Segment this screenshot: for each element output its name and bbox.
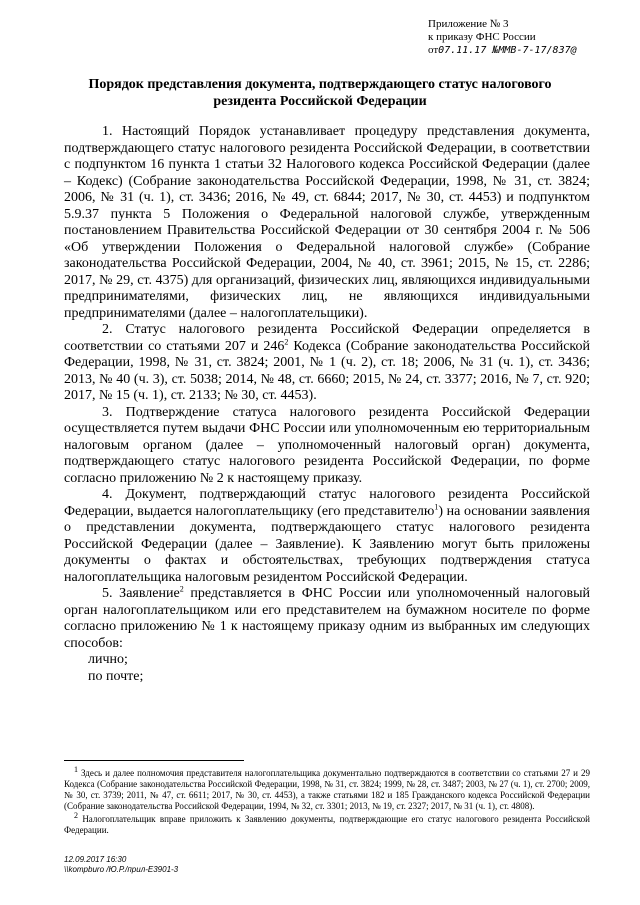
paragraph-1: 1. Настоящий Порядок устанавливает процедуру представления документа, подтверждающего статус налогового резидента Российской Федерации, в соответствии с подпунктом 16 пункта 1 статьи 32 Налогового кодекса Российской Федерации (далее – Кодекс) (Собрание законодательства Российской Федерации, 1998, № 31, ст. 3824; 2006, № 31 (ч. 1), ст. 3436; 2016, № 49, ст. 6844; 2017, № 30, ст. 4453) и подпунктом 5.9.37 пункта 5 Положения о Федеральной налоговой службе, утвержденным постановлением Правительства Российской Федерации от 30 сентября 2004 г. № 506 «Об утверждении Положения о Федеральной налоговой службе» (Собрание законодательства Российской Федерации, 2004, № 40, ст. 3961; 2015, № 15, ст. 2286; 2017, № 29, ст. 4375) для организаций, физических лиц, являющихся индивидуальными предпринимателями, физических лиц, не являющихся индивидуальными предпринимателями (далее – налогоплательщики). <box>64 124 590 321</box>
list-item: по почте; <box>88 668 144 684</box>
print-stamp <box>64 855 178 875</box>
paragraph-4: 4. Документ, подтверждающий статус налогового резидента Российской Федерации, выдается налогоплательщику (его представителю$^1$) на основании заявления о представлении документа, подтверждающего статус налогового резидента Российской Федерации (далее – Заявление). К Заявлению могут быть приложены документы о фактах и обстоятельствах, требующих подтверждения статуса налогоплательщика налоговым резидентом Российской Федерации. <box>64 487 590 585</box>
appendix-number: Приложение № 3 <box>428 18 509 30</box>
file-path: \\kompburo /Ю.Р./прил-E3901-3 <box>64 865 179 874</box>
paragraph-2: 2. Статус налогового резидента Российской Федерации определяется в соответствии со статьями 207 и $246^2$ Кодекса (Собрание законодательства Российской Федерации, 1998, № 31, ст. 3824; 2001, № 1 (ч. 2), ст. 18; 2006, № 31 (ч. 1), ст. 3436; 2013, № 40 (ч. 3), ст. 5038; 2014, № 48, ст. 6660; 2015, № 24, ст. 3377; 2016, № 7, ст. 920; 2017, № 15 (ч. 1), ст. 2133; № 30, ст. 4453). <box>64 322 590 403</box>
document-body <box>64 124 590 685</box>
footnote-2: $^2$ Налогоплательщик вправе приложить к Заявлению документы, подтверждающие его статус налогового резидента Российской Федерации. <box>64 811 590 835</box>
footnote-1: $^1$ Здесь и далее полномочия представителя налогоплательщика документально подтверждаются в соответствии со статьями 27 и 29 Кодекса (Собрание законодательства Российской Федерации, 1998, № 31, ст. 3824; 1999, № 28, ст. 3487; 2003, № 27 (ч. 1), ст. 2700; 2009, № 30, ст. 3739; 2011, № 47, ст. 6611; 2017, № 30, ст. 4453), а также статьями 182 и 185 Гражданского кодекса Российской Федерации (Собрание законодательства Российской Федерации, 1994, № 32, ст. 3301; 2013, № 19, ст. 2327; 2017, № 31 (ч. 1), ст. 4808). <box>64 765 590 811</box>
footnote-divider <box>64 760 244 761</box>
footnote-ref: 2 <box>179 584 184 594</box>
document-title: Порядок представления документа, подтверждающего статус налогового резидента Российской Федерации <box>88 77 552 109</box>
print-timestamp: 12.09.2017 16:30 <box>64 855 127 864</box>
footnote-ref: 2 <box>284 336 289 346</box>
footnote-ref: 1 <box>434 501 439 511</box>
appendix-order-ref: к приказу ФНС России <box>428 31 536 43</box>
appendix-header <box>428 18 608 57</box>
appendix-order-date: от07.11.17 №ММВ-7-17/837@ <box>428 44 577 56</box>
paragraph-3: 3. Подтверждение статуса налогового резидента Российской Федерации осуществляется путем выдачи ФНС России или уполномоченным ею территориальным налоговым органом (далее – уполномоченный налоговый орган) документа, подтверждающего статус налогового резидента Российской Федерации, по форме согласно приложению № 2 к настоящему приказу. <box>64 404 590 486</box>
list-item: лично; <box>88 652 128 667</box>
footnotes <box>64 765 590 838</box>
paragraph-5: 5. Заявление$^2$ представляется в ФНС России или уполномоченный налоговый орган налогоплательщиком или его представителем на бумажном носителе по форме согласно приложению № 1 к настоящему приказу одним из выбранных им следующих способов: <box>64 584 591 651</box>
handwritten-order-number: 07.11.17 №ММВ-7-17/837@ <box>438 45 577 56</box>
